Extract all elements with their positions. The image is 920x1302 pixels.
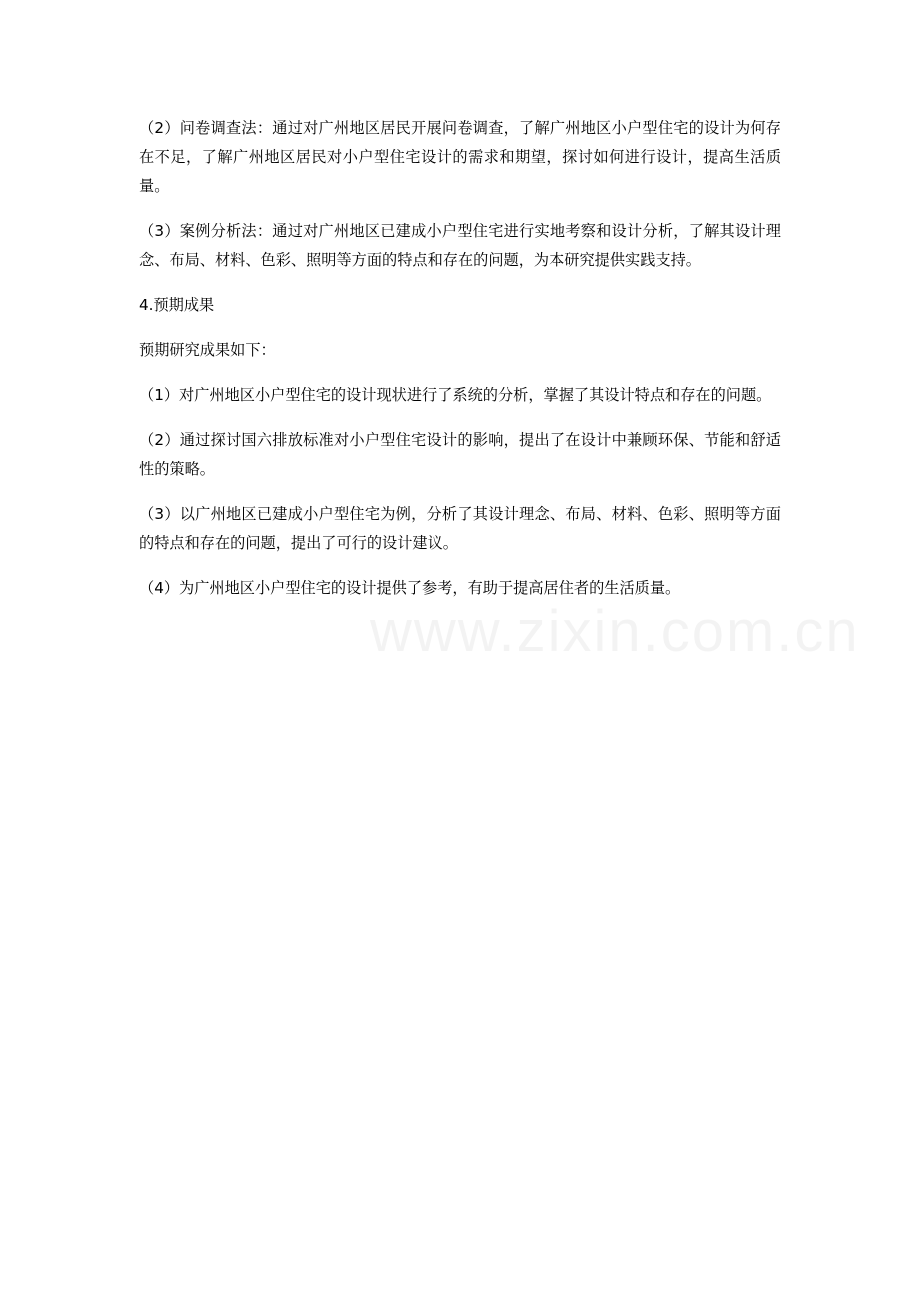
paragraph-result-3: （3）以广州地区已建成小户型住宅为例，分析了其设计理念、布局、材料、色彩、照明等方面的特点和存在的问题，提出了可行的设计建议。 xyxy=(139,505,781,552)
paragraph-method-case-analysis: （3）案例分析法：通过对广州地区已建成小户型住宅进行实地考察和设计分析，了解其设计理念、布局、材料、色彩、照明等方面的特点和存在的问题，为本研究提供实践支持。 xyxy=(139,222,781,269)
paragraph-method-questionnaire: （2）问卷调查法：通过对广州地区居民开展问卷调查，了解广州地区小户型住宅的设计为何存在不足，了解广州地区居民对小户型住宅设计的需求和期望，探讨如何进行设计，提高生活质量。 xyxy=(139,119,781,195)
document-body xyxy=(139,114,781,619)
paragraph-result-1: （1）对广州地区小户型住宅的设计现状进行了系统的分析，掌握了其设计特点和存在的问题。 xyxy=(139,386,772,404)
paragraph-result-2: （2）通过探讨国六排放标准对小户型住宅设计的影响，提出了在设计中兼顾环保、节能和舒适性的策略。 xyxy=(139,431,781,478)
paragraph-result-4: （4）为广州地区小户型住宅的设计提供了参考，有助于提高居住者的生活质量。 xyxy=(139,579,681,597)
paragraph-results-intro: 预期研究成果如下： xyxy=(139,341,276,359)
section-heading-expected-results: 4.预期成果 xyxy=(139,296,215,314)
